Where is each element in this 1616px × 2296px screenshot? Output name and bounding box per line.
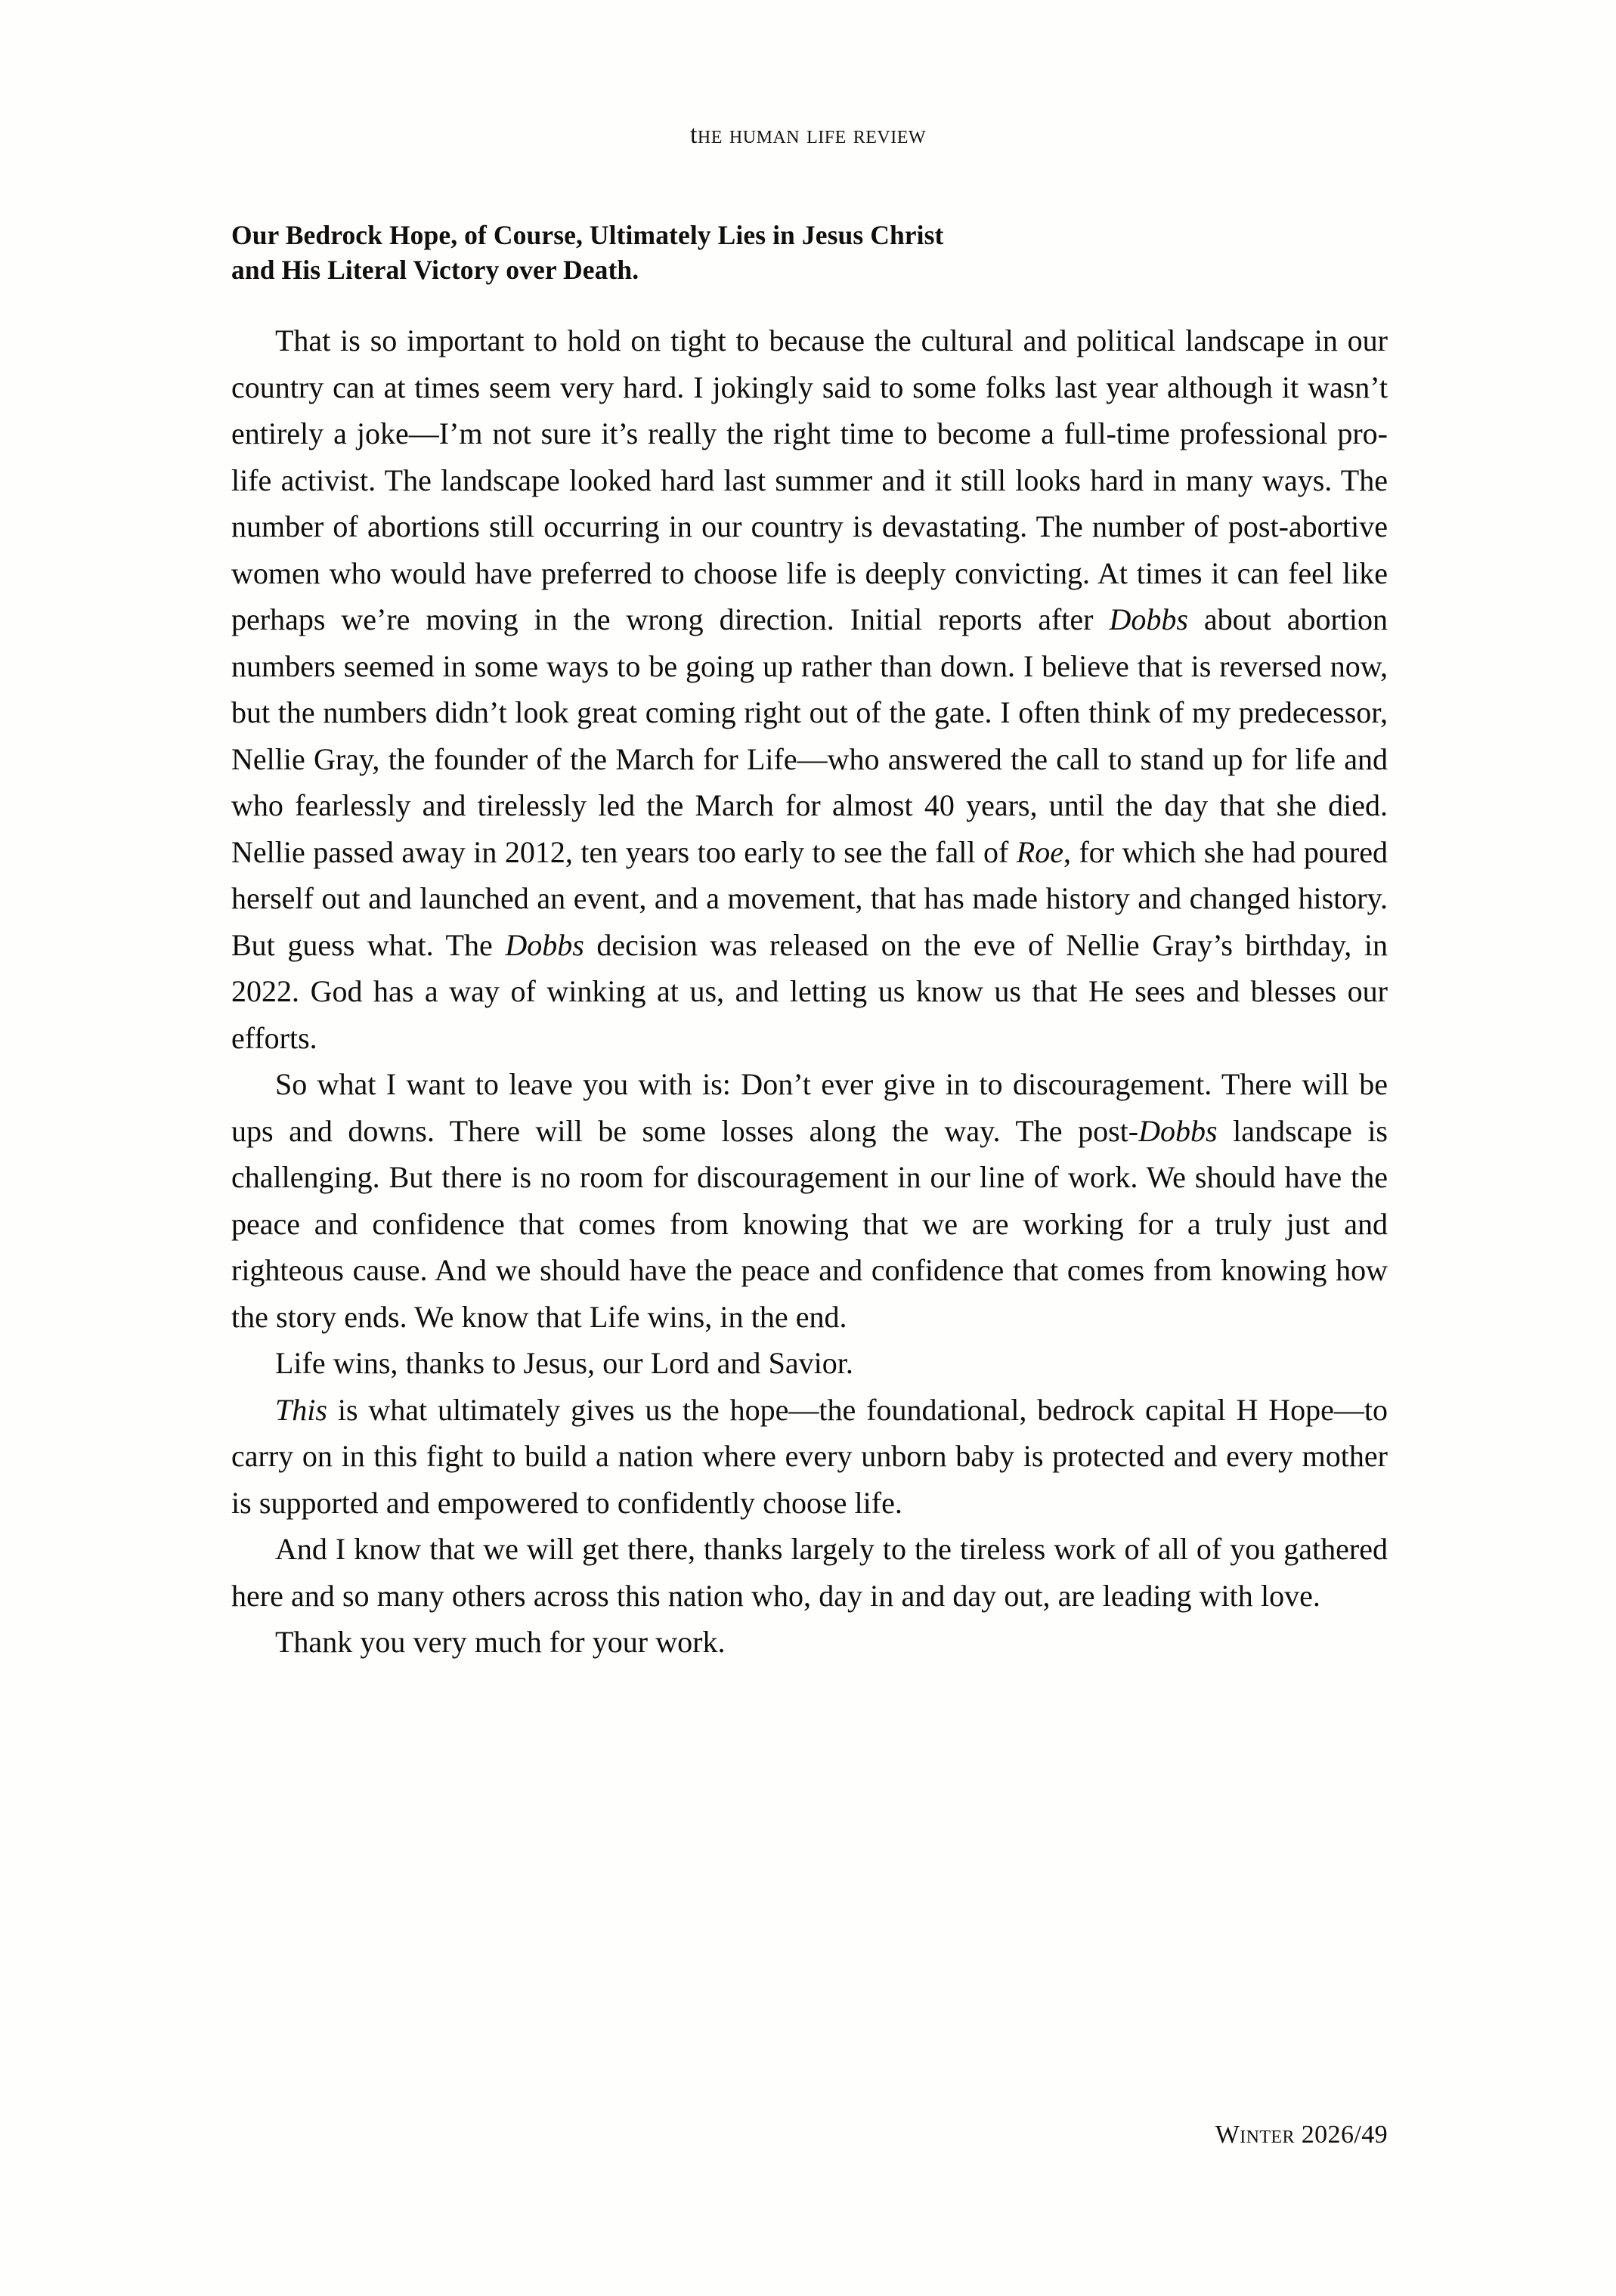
para-3-run-0: Life wins, thanks to Jesus, our Lord and Savior.: [275, 1346, 853, 1381]
section-heading-line-2: and His Literal Victory over Death.: [231, 255, 639, 286]
para-1-run-3: Roe: [1016, 834, 1063, 869]
section-heading: [231, 218, 1388, 287]
para-5-run-0: And I know that we will get there, thanks largely to the tireless work of all of you gathered here and so many others across this nation who, day in and day out, are leading with love.: [231, 1532, 1388, 1613]
para-2-run-0: So what I want to leave you with is: Don’t ever give in to discouragement. There will be ups and downs. There will be some losses along the way. The post-: [231, 1067, 1388, 1148]
text-column: [231, 218, 1388, 1666]
running-head: the human life review: [689, 121, 927, 149]
body-paragraphs: [231, 317, 1388, 1666]
para-2-run-2: landscape is challenging. But there is no room for discouragement in our line of work. We should have the peace and confidence that comes from knowing that we are working for a truly just and righteous cause. And we should have the peace and confidence that comes from knowing how the story ends. We know that Life wins, in the end.: [231, 1113, 1388, 1334]
para-6-run-0: Thank you very much for your work.: [275, 1625, 726, 1660]
para-2-run-1: Dobbs: [1138, 1113, 1218, 1148]
para-2: [231, 1061, 1388, 1340]
para-1: [231, 317, 1388, 1061]
para-4: [231, 1387, 1388, 1527]
para-1-run-6: decision was released on the eve of Nellie Gray’s birthday, in 2022. God has a way of winking at us, and letting us know us that He sees and blesses our efforts.: [231, 927, 1388, 1055]
para-1-run-1: Dobbs: [1109, 602, 1188, 637]
section-heading-line-1: Our Bedrock Hope, of Course, Ultimately Lies in Jesus Christ: [231, 220, 944, 250]
para-1-run-4: , for which she had poured herself out and launched an event, and a movement, that has made history and changed history. But guess what. The: [231, 834, 1388, 962]
para-4-run-1: is what ultimately gives us the hope—the foundational, bedrock capital H Hope—to carry on in this fight to build a nation where every unborn baby is protected and every mother is supported and empowered to confidently choose life.: [231, 1392, 1388, 1520]
para-6: [231, 1619, 1388, 1666]
para-1-run-5: Dobbs: [505, 927, 584, 962]
para-1-run-2: about abortion numbers seemed in some ways to be going up rather than down. I believe that is reversed now, but the numbers didn’t look great coming right out of the gate. I often think of my predecessor, Nellie Gray, the founder of the March for Life—who answered the call to stand up for life and who fearlessly and tirelessly led the March for almost 40 years, until the day that she died. Nellie passed away in 2012, ten years too early to see the fall of: [231, 602, 1388, 869]
para-1-run-0: That is so important to hold on tight to because the cultural and political landscape in our country can at times seem very hard. I jokingly said to some folks last year although it wasn’t entirely a joke—I’m not sure it’s really the right time to become a full-time professional pro-life activist. The landscape looked hard last summer and it still looks hard in many ways. The number of abortions still occurring in our country is devastating. The number of post-abortive women who would have preferred to choose life is deeply convicting. At times it can feel like perhaps we’re moving in the wrong direction. Initial reports after: [231, 323, 1388, 637]
para-3: [231, 1340, 1388, 1387]
para-4-run-0: This: [275, 1392, 327, 1427]
page-folio: Winter 2026/49: [1215, 2121, 1388, 2149]
para-5: [231, 1526, 1388, 1619]
